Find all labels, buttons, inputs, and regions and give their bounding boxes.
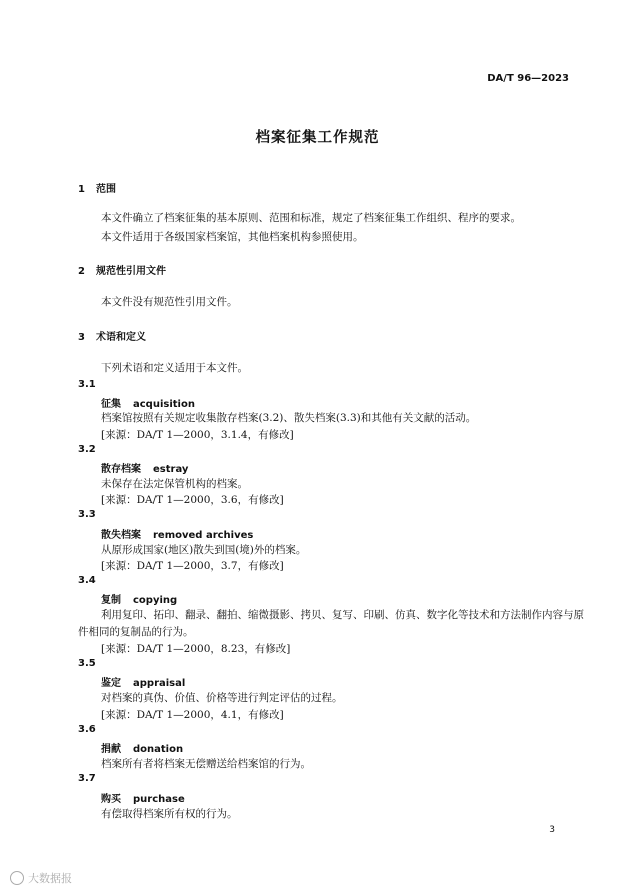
watermark-text: 大数据报 xyxy=(28,872,72,885)
term-source: [来源：DA/T 1—2000，8.23，有修改] xyxy=(101,643,291,655)
term-source: [来源：DA/T 1—2000，4.1，有修改] xyxy=(101,709,284,721)
term-source: [来源：DA/T 1—2000，3.1.4，有修改] xyxy=(101,429,294,441)
term-definition: 从原形成国家(地区)散失到国(境)外的档案。 xyxy=(101,544,307,556)
watermark-logo-icon xyxy=(10,871,24,885)
paragraph: 本文件确立了档案征集的基本原则、范围和标准，规定了档案征集工作组织、程序的要求。 xyxy=(101,212,521,224)
paragraph: 本文件没有规范性引用文件。 xyxy=(101,296,238,308)
term-definition: 对档案的真伪、价值、价格等进行判定评估的过程。 xyxy=(101,692,343,704)
section-heading: 1 范围 xyxy=(78,184,116,195)
section-heading: 3 术语和定义 xyxy=(78,332,146,343)
term-title: 鉴定 appraisal xyxy=(101,678,186,689)
term-title: 购买 purchase xyxy=(101,794,185,805)
term-number: 3.2 xyxy=(78,444,96,455)
section-heading: 2 规范性引用文件 xyxy=(78,266,166,277)
term-title: 捐献 donation xyxy=(101,744,184,755)
term-title: 征集 acquisition xyxy=(101,399,195,410)
term-definition-continued: 件相同的复制品的行为。 xyxy=(78,626,194,638)
term-title: 散失档案 removed archives xyxy=(101,530,254,541)
page-number: 3 xyxy=(549,825,555,835)
term-number: 3.3 xyxy=(78,509,96,520)
term-number: 3.6 xyxy=(78,724,96,735)
term-number: 3.1 xyxy=(78,379,96,390)
term-number: 3.4 xyxy=(78,575,96,586)
paragraph: 下列术语和定义适用于本文件。 xyxy=(101,362,248,374)
watermark xyxy=(10,870,72,886)
standard-number: DA/T 96—2023 xyxy=(487,73,569,84)
paragraph: 本文件适用于各级国家档案馆，其他档案机构参照使用。 xyxy=(101,231,364,243)
term-definition: 未保存在法定保管机构的档案。 xyxy=(101,478,248,490)
term-source: [来源：DA/T 1—2000，3.6，有修改] xyxy=(101,494,284,506)
term-number: 3.5 xyxy=(78,658,96,669)
term-definition: 有偿取得档案所有权的行为。 xyxy=(101,808,238,820)
term-definition: 档案馆按照有关规定收集散存档案(3.2)、散失档案(3.3)和其他有关文献的活动。 xyxy=(101,412,477,424)
page-title: 档案征集工作规范 xyxy=(255,130,380,146)
term-definition: 利用复印、拓印、翻录、翻拍、缩微摄影、拷贝、复写、印刷、仿真、数字化等技术和方法制作内容与原 xyxy=(101,609,584,621)
term-source: [来源：DA/T 1—2000，3.7，有修改] xyxy=(101,560,284,572)
term-title: 复制 copying xyxy=(101,595,178,606)
term-title: 散存档案 estray xyxy=(101,464,189,475)
term-definition: 档案所有者将档案无偿赠送给档案馆的行为。 xyxy=(101,758,311,770)
term-number: 3.7 xyxy=(78,773,96,784)
